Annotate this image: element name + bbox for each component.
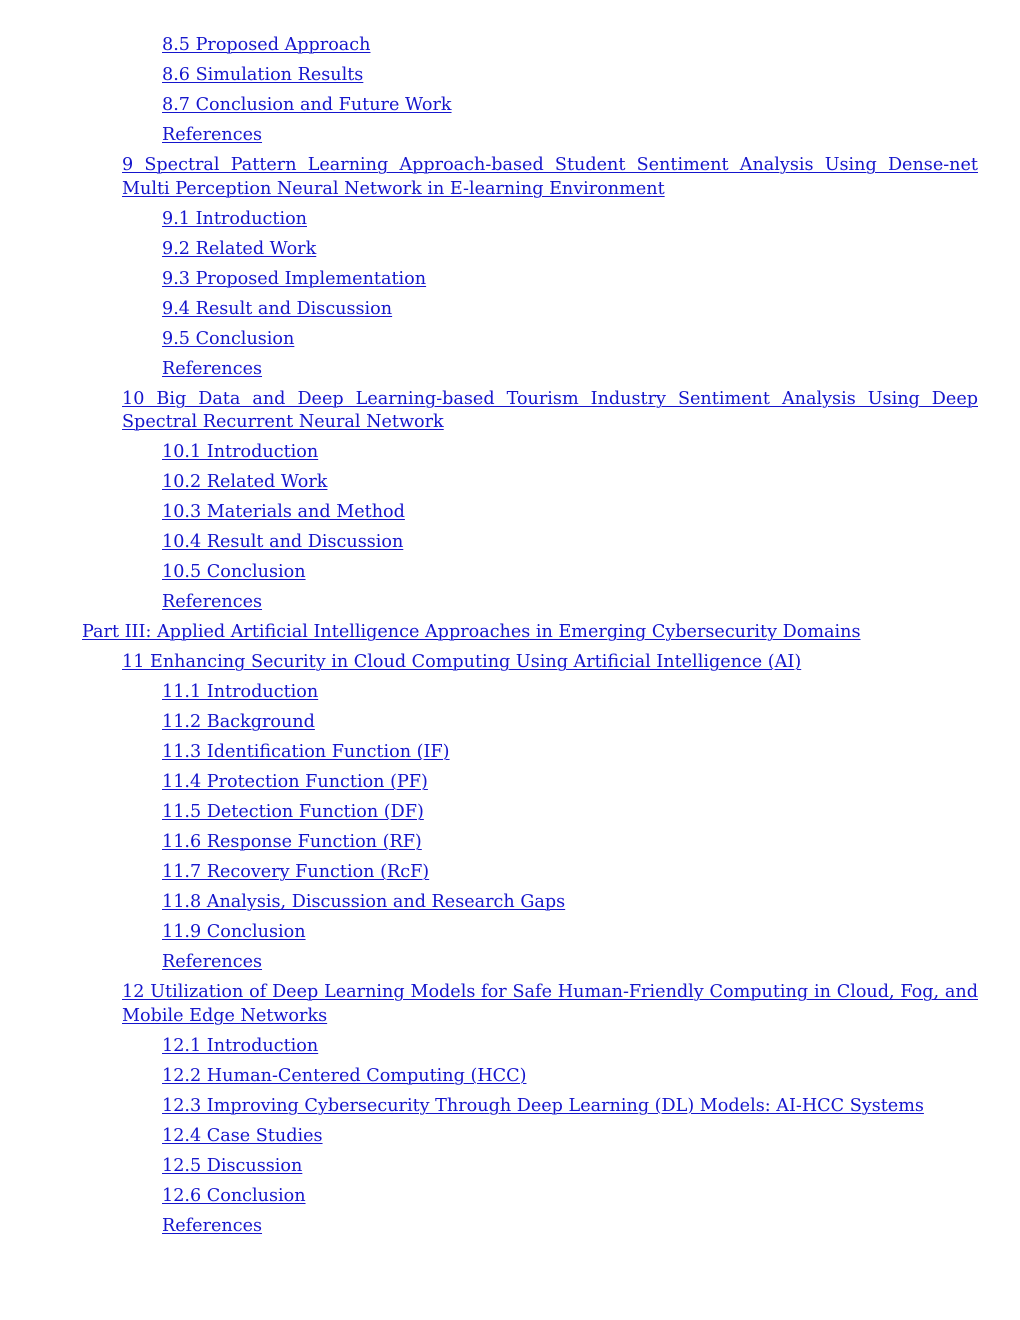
toc-section-link[interactable]: 11.1 Introduction <box>162 682 319 702</box>
toc-section-link[interactable]: 9.5 Conclusion <box>162 328 295 349</box>
toc-chapter-link[interactable]: 9 Spectral Pattern Learning Approach-based Student Sentiment Analysis Using Dense-net Multi Perception Neural Network in E-learning Environment <box>122 155 978 199</box>
toc-section-link[interactable]: 11.8 Analysis, Discussion and Research Gaps <box>162 892 566 912</box>
toc-section-link[interactable]: References <box>162 1215 263 1236</box>
toc-section-link[interactable]: 8.5 Proposed Approach <box>162 35 371 55</box>
toc-section-link[interactable]: 10.2 Related Work <box>162 472 328 492</box>
toc-section-link[interactable]: 9.4 Result and Discussion <box>162 298 393 319</box>
toc-section-link[interactable]: 12.6 Conclusion <box>162 1185 306 1206</box>
toc-section-link[interactable]: 12.2 Human-Centered Computing (HCC) <box>162 1065 527 1086</box>
toc-section-link[interactable]: 9.3 Proposed Implementation <box>162 268 427 289</box>
toc-section-link[interactable]: 9.2 Related Work <box>162 238 317 259</box>
toc-section-link[interactable]: 10.1 Introduction <box>162 442 319 462</box>
toc-section-link[interactable]: 11.5 Detection Function (DF) <box>162 802 424 822</box>
toc-section-link[interactable]: References <box>162 358 263 379</box>
toc-section-link[interactable]: 12.4 Case Studies <box>162 1125 323 1146</box>
toc-section-link[interactable]: 11.4 Protection Function (PF) <box>162 772 428 792</box>
toc-section-link[interactable]: 10.5 Conclusion <box>162 562 306 582</box>
toc-section-link[interactable]: References <box>162 125 263 145</box>
toc-section-link[interactable]: 8.7 Conclusion and Future Work <box>162 95 452 115</box>
toc-section-link[interactable]: 8.6 Simulation Results <box>162 65 364 85</box>
toc-section-link[interactable]: 11.2 Background <box>162 712 315 732</box>
toc-section-link[interactable]: 12.5 Discussion <box>162 1155 303 1176</box>
toc-chapter-link[interactable]: 11 Enhancing Security in Cloud Computing Using Artificial Intelligence (AI) <box>122 652 802 672</box>
toc-section-link[interactable]: 11.3 Identification Function (IF) <box>162 742 450 762</box>
toc-section-link[interactable]: 10.3 Materials and Method <box>162 502 405 522</box>
toc-section-link[interactable]: 12.3 Improving Cybersecurity Through Deep Learning (DL) Models: AI-HCC Systems <box>162 1095 924 1116</box>
toc-chapter-link[interactable]: 12 Utilization of Deep Learning Models for Safe Human-Friendly Computing in Cloud, Fog, and Mobile Edge Networks <box>122 982 978 1026</box>
toc-section-link[interactable]: 11.7 Recovery Function (RcF) <box>162 862 430 882</box>
toc-part-link[interactable]: Part III: Applied Artificial Intelligence Approaches in Emerging Cybersecurity Domains <box>82 622 861 642</box>
toc-section-link[interactable]: 12.1 Introduction <box>162 1035 319 1056</box>
toc-section-link[interactable]: 11.9 Conclusion <box>162 922 306 942</box>
toc-section-link[interactable]: 11.6 Response Function (RF) <box>162 832 422 852</box>
toc-section-link[interactable]: References <box>162 952 263 972</box>
toc-section-link[interactable]: References <box>162 592 263 612</box>
toc-chapter-link[interactable]: 10 Big Data and Deep Learning-based Tourism Industry Sentiment Analysis Using Deep Spectral Recurrent Neural Network <box>122 388 978 432</box>
toc-section-link[interactable]: 10.4 Result and Discussion <box>162 532 404 552</box>
toc-section-link[interactable]: 9.1 Introduction <box>162 208 307 229</box>
